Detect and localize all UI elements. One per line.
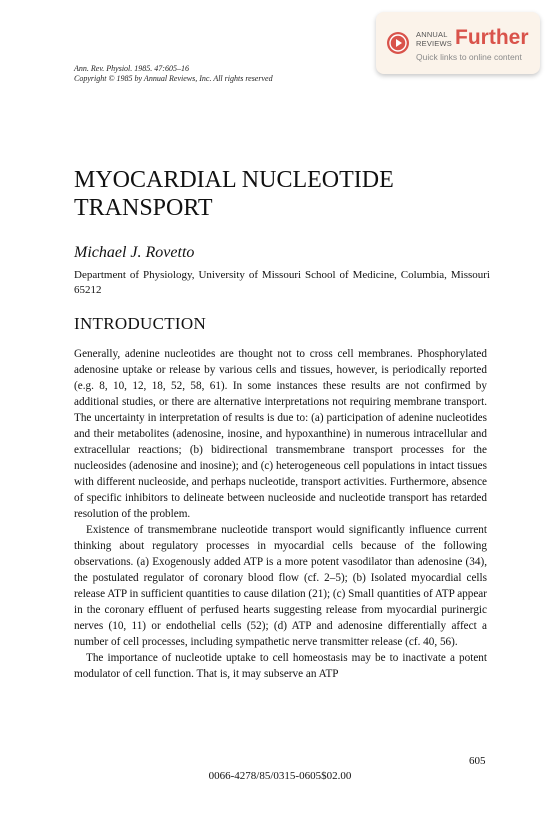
paragraph: Generally, adenine nucleotides are thought not to cross cell membranes. Phosphorylated adenosine uptake or release by various cells and tissues, however, is periodically reported (e.g. 8, 10, 12, 18, 52, 58, 61). In some instances these results are not confirmed by additional studies, or there are alternative interpretations not requiring membrane transport. The uncertainty in interpretation of results is due to: (a) participation of adenine nucleotides and their metabolites (adenosine, inosine, and hypoxanthine) in numerous intracellular and extracellular reactions; (b) bidirectional transmembrane transport processes for the nucleosides (adenosine and inosine); and (c) heterogeneous cell populations in intact tissues with different nucleoside, and perhaps nucleotide, transport activities. Furthermore, absence of specific inhibitors to delineate between nucleoside and nucleotide transport has retarded resolution of the problem. (74, 348, 487, 520)
title-line-2: TRANSPORT (74, 195, 213, 221)
page-number: 605 (469, 755, 486, 767)
banner-brand: Further (455, 26, 529, 49)
title-line-1: MYOCARDIAL NUCLEOTIDE (74, 167, 394, 193)
annual-reviews-further-banner[interactable] (376, 12, 540, 74)
banner-tagline: Quick links to online content (416, 52, 522, 62)
play-arrow-icon (387, 32, 409, 54)
footer-code: 0066-4278/85/0315-0605$02.00 (208, 770, 352, 782)
paragraph: Existence of transmembrane nucleotide transport would significantly influence current thinking about regulatory processes in myocardial cells because of the following observations. (a) Exogenously added ATP is a more potent vasodilator than adenosine (34), the postulated regulator of coronary blood flow (cf. 2–5); (b) Isolated myocardial cells release ATP in sufficient quantities to cause dilation (21); (c) Small quantities of ATP appear in the coronary effluent of perfused hearts suggesting release from myocardial purinergic nerves (10, 11) or endothelial cells (52); (d) ATP and adenosine differentially affect a number of cell processes, including sympathetic nerve transmitter release (cf. 40, 56). (74, 524, 487, 648)
section-heading: INTRODUCTION (74, 314, 207, 333)
paragraph: The importance of nucleotide uptake to cell homeostasis may be to inactivate a potent modulator of cell function. That is, it may subserve an ATP (74, 652, 487, 680)
citation-line-1: Ann. Rev. Physiol. 1985. 47:605–16 (74, 64, 189, 73)
article-title (74, 166, 494, 222)
author-name: Michael J. Rovetto (74, 244, 195, 261)
banner-publisher-label (416, 30, 456, 48)
banner-line-annual: ANNUAL (416, 30, 448, 39)
article-body (74, 346, 487, 682)
journal-citation (74, 64, 273, 84)
banner-line-reviews: REVIEWS (416, 39, 452, 48)
citation-line-2: Copyright © 1985 by Annual Reviews, Inc. All rights reserved (74, 74, 273, 83)
author-affiliation: Department of Physiology, University of Missouri School of Medicine, Columbia, Missouri 65212 (74, 269, 490, 296)
